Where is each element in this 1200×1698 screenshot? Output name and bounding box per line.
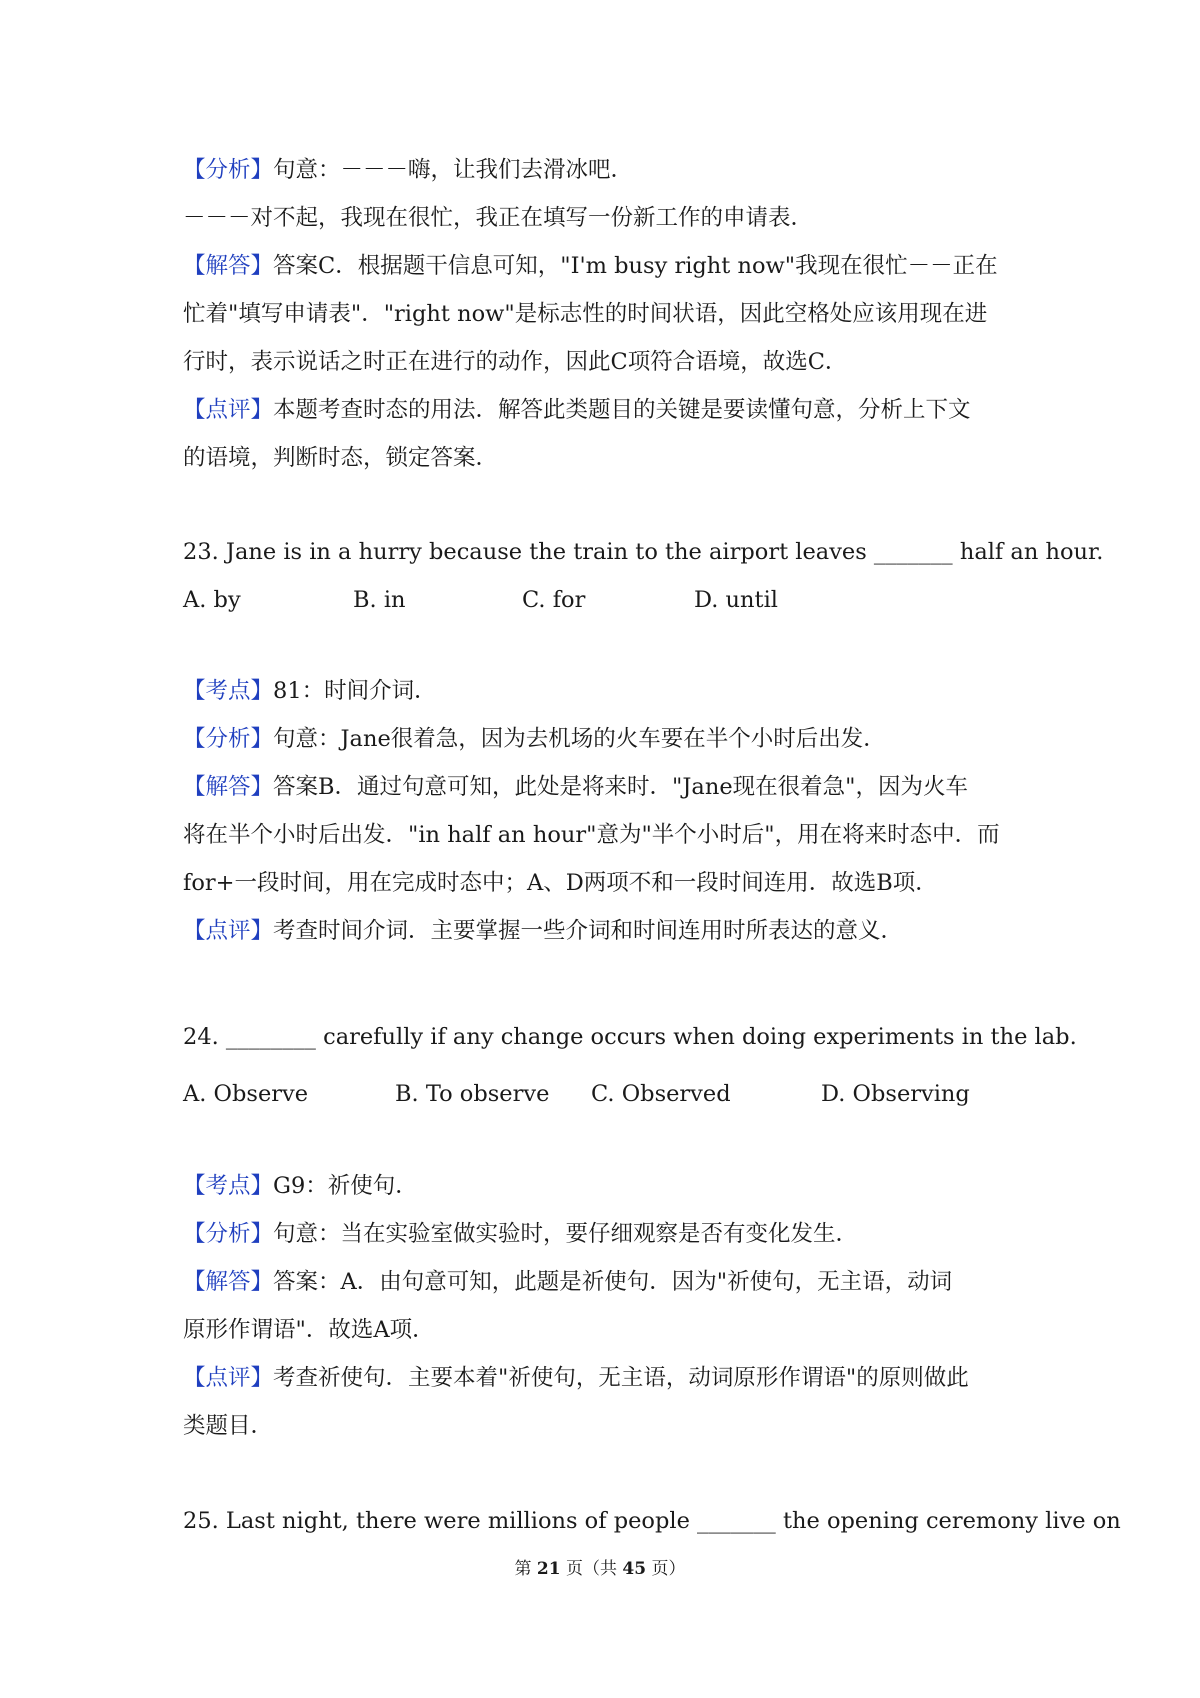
answer-text: 答案：A．由句意可知，此题是祈使句．因为"祈使句，无主语，动词 bbox=[273, 1269, 953, 1295]
analysis-text-2: －－－对不起，我现在很忙，我正在填写一份新工作的申请表． bbox=[183, 205, 814, 231]
option-b: B. in bbox=[353, 587, 406, 613]
answer-tag: 【解答】 bbox=[183, 774, 274, 800]
option-a: A. by bbox=[183, 587, 241, 613]
question-stem: 25. Last night, there were millions of people _______ the opening ceremony live on bbox=[183, 1508, 1121, 1534]
option-b: B. To observe bbox=[395, 1081, 550, 1107]
option-a: A. Observe bbox=[183, 1081, 309, 1107]
question-24-options bbox=[183, 1070, 1025, 1118]
analysis-text: 句意：当在实验室做实验时，要仔细观察是否有变化发生． bbox=[273, 1221, 859, 1247]
footer-page-number: 21 bbox=[536, 1559, 561, 1579]
point-text: 81：时间介词． bbox=[273, 678, 437, 704]
point-line bbox=[183, 1162, 1025, 1210]
analysis-text: 句意：Jane很着急，因为去机场的火车要在半个小时后出发． bbox=[273, 726, 886, 752]
comment-text-2: 的语境，判断时态，锁定答案． bbox=[183, 445, 499, 471]
answer-text-2: 原形作谓语"．故选A项． bbox=[183, 1317, 435, 1343]
question-23 bbox=[183, 528, 1104, 624]
question-24 bbox=[183, 1013, 1077, 1061]
footer-suffix: 页） bbox=[651, 1559, 686, 1579]
answer-text-2: 忙着"填写申请表"．"right now"是标志性的时间状语，因此空格处应该用现在进 bbox=[183, 301, 988, 327]
point-tag: 【考点】 bbox=[183, 678, 274, 704]
answer-text: 答案B．通过句意可知，此处是将来时．"Jane现在很着急"，因为火车 bbox=[273, 774, 968, 800]
comment-text: 考查时间介词．主要掌握一些介词和时间连用时所表达的意义． bbox=[273, 918, 904, 944]
question-23-explanation bbox=[183, 667, 1025, 955]
comment-text: 本题考查时态的用法．解答此类题目的关键是要读懂句意，分析上下文 bbox=[273, 397, 971, 423]
option-c: C. for bbox=[522, 587, 586, 613]
option-d: D. Observing bbox=[821, 1081, 970, 1107]
answer-line bbox=[183, 242, 1025, 290]
answer-line bbox=[183, 1258, 1025, 1306]
analysis-line bbox=[183, 1210, 1025, 1258]
comment-tag: 【点评】 bbox=[183, 1365, 274, 1391]
option-c: C. Observed bbox=[591, 1081, 731, 1107]
comment-tag: 【点评】 bbox=[183, 918, 274, 944]
question-24-explanation bbox=[183, 1162, 1025, 1450]
answer-tag: 【解答】 bbox=[183, 1269, 274, 1295]
analysis-tag: 【分析】 bbox=[183, 1221, 274, 1247]
answer-line bbox=[183, 763, 1025, 811]
options-row bbox=[183, 576, 1025, 624]
question-25 bbox=[183, 1497, 1121, 1545]
question-stem: 23. Jane is in a hurry because the train to the airport leaves _______ half an hour. bbox=[183, 539, 1104, 565]
analysis-line bbox=[183, 146, 1025, 194]
point-tag: 【考点】 bbox=[183, 1173, 274, 1199]
footer-middle: 页（共 bbox=[566, 1559, 617, 1579]
question-stem: 24. ________ carefully if any change occurs when doing experiments in the lab. bbox=[183, 1024, 1077, 1050]
answer-text-2: 将在半个小时后出发．"in half an hour"意为"半个小时后"，用在将来时态中．而 bbox=[183, 822, 1000, 848]
answer-text-3: for+一段时间，用在完成时态中；A、D两项不和一段时间连用．故选B项． bbox=[183, 870, 938, 896]
comment-line bbox=[183, 1354, 1025, 1402]
comment-text: 考查祈使句．主要本着"祈使句，无主语，动词原形作谓语"的原则做此 bbox=[273, 1365, 969, 1391]
comment-line bbox=[183, 907, 1025, 955]
footer-prefix: 第 bbox=[514, 1559, 532, 1579]
comment-tag: 【点评】 bbox=[183, 397, 274, 423]
analysis-line bbox=[183, 715, 1025, 763]
analysis-tag: 【分析】 bbox=[183, 726, 274, 752]
prev-question-explanation bbox=[183, 146, 1025, 482]
answer-tag: 【解答】 bbox=[183, 253, 274, 279]
analysis-tag: 【分析】 bbox=[183, 157, 274, 183]
point-text: G9：祈使句． bbox=[273, 1173, 418, 1199]
comment-line bbox=[183, 386, 1025, 434]
options-row bbox=[183, 1070, 1025, 1118]
comment-text-2: 类题目． bbox=[183, 1413, 274, 1439]
analysis-text: 句意：－－－嗨，让我们去滑冰吧． bbox=[273, 157, 634, 183]
answer-text-3: 行时，表示说话之时正在进行的动作，因此C项符合语境，故选C． bbox=[183, 349, 848, 375]
option-d: D. until bbox=[694, 587, 778, 613]
point-line bbox=[183, 667, 1025, 715]
page-footer bbox=[0, 1557, 1200, 1581]
answer-text: 答案C．根据题干信息可知，"I'm busy right now"我现在很忙－－正在 bbox=[273, 253, 998, 279]
footer-total-pages: 45 bbox=[622, 1559, 647, 1579]
